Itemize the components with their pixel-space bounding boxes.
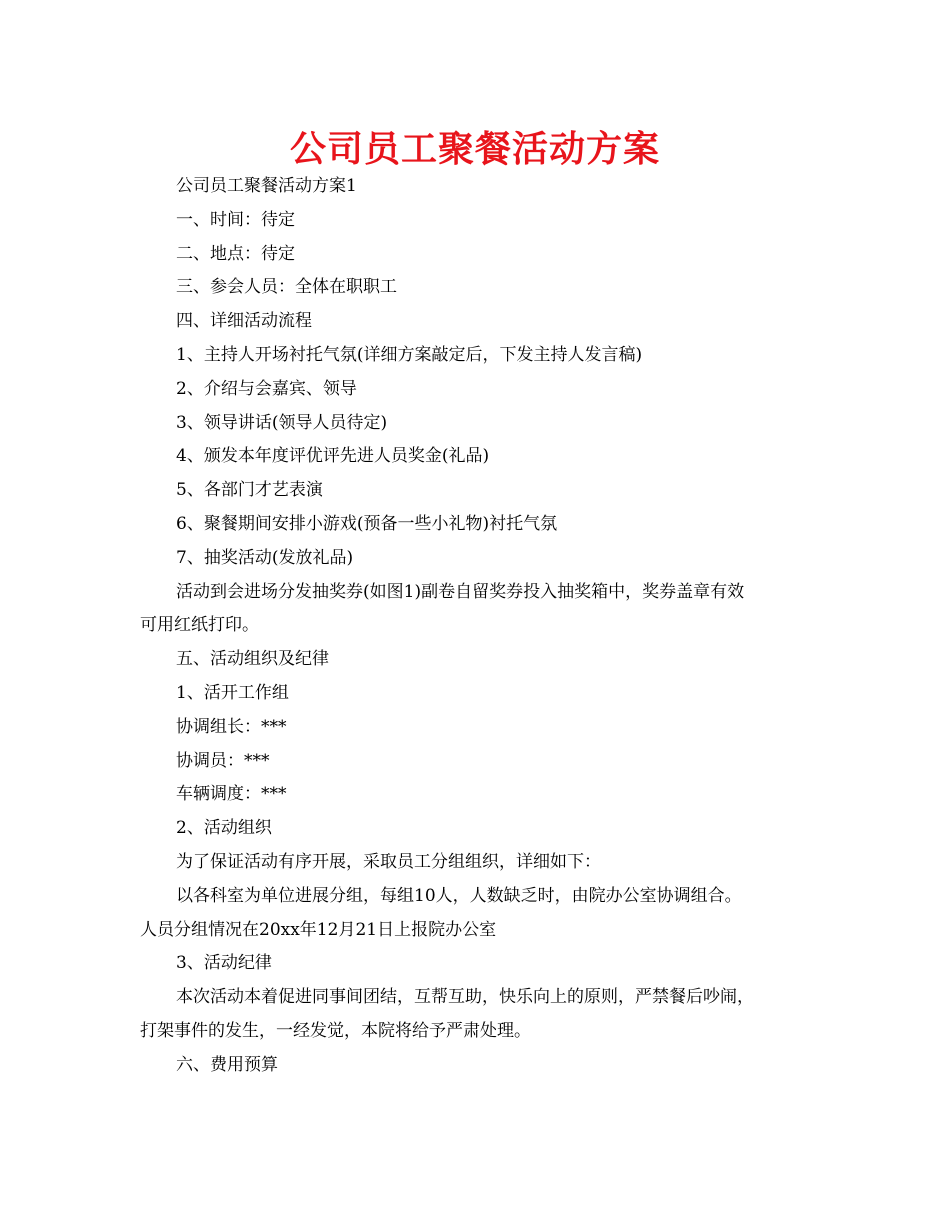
paragraph-line: 7、抽奖活动(发放礼品) — [176, 547, 354, 568]
paragraph-line: 活动到会进场分发抽奖券(如图1)副卷自留奖券投入抽奖箱中，奖券盖章有效 — [176, 581, 745, 602]
document-title: 公司员工聚餐活动方案 — [289, 129, 660, 170]
paragraph-line: 3、领导讲话(领导人员待定) — [176, 412, 388, 433]
paragraph-line: 三、参会人员：全体在职职工 — [176, 277, 397, 298]
paragraph-line: 一、时间：待定 — [176, 209, 295, 230]
paragraph-line: 3、活动纪律 — [176, 953, 272, 974]
paragraph-line: 1、活开工作组 — [176, 682, 289, 703]
paragraph-line: 本次活动本着促进同事间团结，互帮互助，快乐向上的原则，严禁餐后吵闹， — [176, 987, 754, 1008]
paragraph-line: 可用红纸打印。 — [140, 615, 259, 636]
paragraph-line: 人员分组情况在20xx年12月21日上报院办公室 — [140, 919, 497, 940]
paragraph-line: 为了保证活动有序开展，采取员工分组组织，详细如下： — [176, 851, 601, 872]
paragraph-line: 6、聚餐期间安排小游戏(预备一些小礼物)衬托气氛 — [176, 513, 558, 534]
paragraph-line: 2、介绍与会嘉宾、领导 — [176, 378, 357, 399]
paragraph-line: 六、费用预算 — [176, 1054, 278, 1075]
paragraph-line: 打架事件的发生，一经发觉，本院将给予严肃处理。 — [140, 1020, 531, 1041]
paragraph-line: 五、活动组织及纪律 — [176, 649, 329, 670]
paragraph-line: 协调组长：*** — [176, 716, 287, 737]
paragraph-line: 以各科室为单位进展分组，每组10人，人数缺乏时，由院办公室协调组合。 — [176, 885, 742, 906]
paragraph-line: 车辆调度：*** — [176, 784, 287, 805]
document-body — [140, 170, 820, 1083]
paragraph-line: 1、主持人开场衬托气氛(详细方案敲定后，下发主持人发言稿) — [176, 344, 643, 365]
paragraph-line: 二、地点：待定 — [176, 243, 295, 264]
paragraph-line: 2、活动组织 — [176, 818, 272, 839]
paragraph-line: 公司员工聚餐活动方案1 — [176, 176, 357, 196]
paragraph-line: 四、详细活动流程 — [176, 311, 312, 332]
paragraph-line: 4、颁发本年度评优评先进人员奖金(礼品) — [176, 446, 490, 467]
paragraph-line: 5、各部门才艺表演 — [176, 480, 323, 501]
paragraph-line: 协调员：*** — [176, 750, 270, 771]
